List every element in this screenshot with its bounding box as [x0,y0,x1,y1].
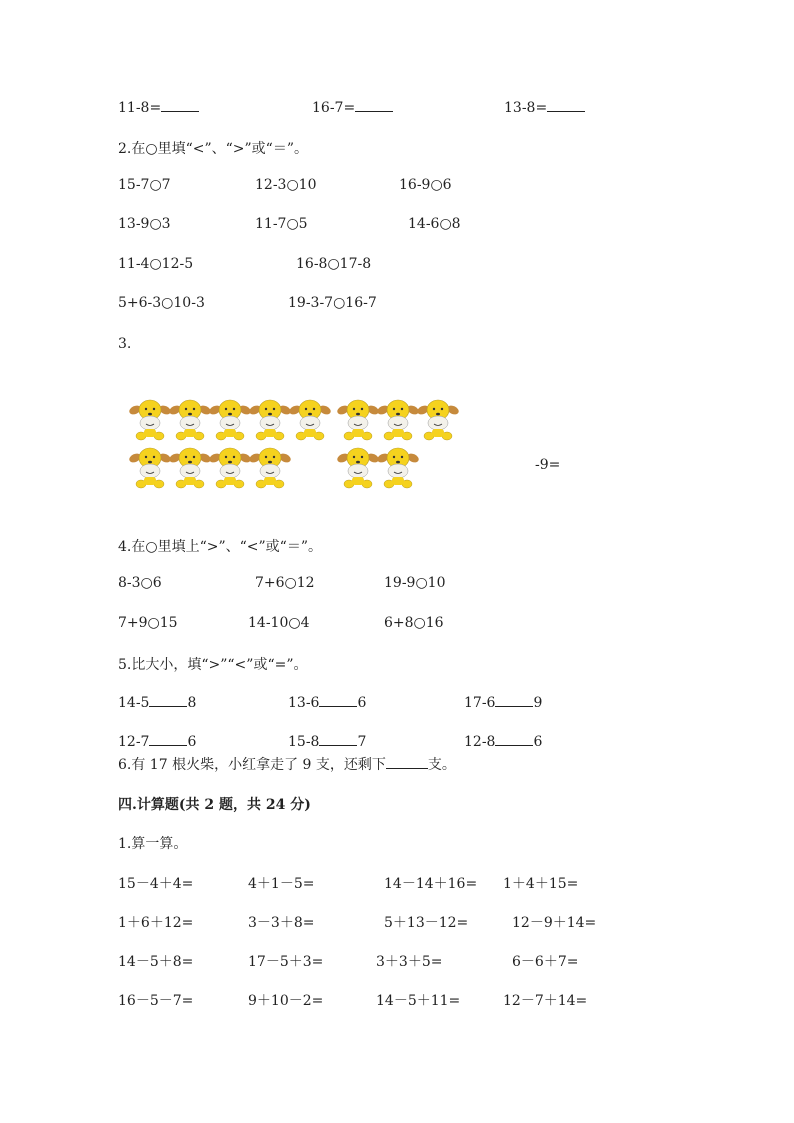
dog-icon [336,398,380,442]
q4-item: 7+9○15 [118,615,178,631]
answer-blank[interactable] [161,99,199,112]
dog-icon [208,446,252,490]
q5-item: 13-6 6 [288,695,367,711]
calc-item: 4＋1－5= [248,876,315,892]
q5-item: 15-8 7 [288,734,367,750]
dog-icon [288,398,332,442]
problem-13-8: 13-8= [504,99,585,116]
answer-blank[interactable] [319,694,357,707]
dog-icon [248,446,292,490]
q2-item: 16-8○17-8 [296,256,372,272]
q4-title: 4.在○里填上“>”、“<”或“＝”。 [118,539,322,555]
q2-item: 5+6-3○10-3 [118,295,205,311]
dog-icon [376,446,420,490]
q4-item: 6+8○16 [384,615,444,631]
calc-item: 3＋3＋5= [376,954,443,970]
q4-item: 7+6○12 [255,575,315,591]
calc-title: 1.算一算。 [118,836,188,852]
answer-blank[interactable] [386,756,428,769]
q3-title: 3. [118,336,132,352]
q3-expression: -9= [535,457,561,473]
dog-icon [336,446,380,490]
dog-icon [248,398,292,442]
q5-item: 12-7 6 [118,734,197,750]
problem-11-8: 11-8= [118,99,199,116]
answer-blank[interactable] [149,733,187,746]
q2-title: 2.在○里填“<”、“>”或“＝”。 [118,141,308,157]
calc-item: 3－3＋8= [248,915,315,931]
calc-item: 14－5＋11= [376,993,461,1009]
dog-icon [128,398,172,442]
problem-16-7: 16-7= [312,99,393,116]
q6-text: 6.有 17 根火柴，小红拿走了 9 支，还剩下 支。 [118,757,456,773]
q5-item: 12-8 6 [464,734,543,750]
calc-item: 15－4＋4= [118,876,194,892]
q2-item: 14-6○8 [408,216,461,232]
answer-blank[interactable] [495,694,533,707]
calc-item: 14－5＋8= [118,954,194,970]
dog-icon [168,446,212,490]
q4-item: 14-10○4 [248,615,310,631]
calc-item: 1＋4＋15= [503,876,579,892]
answer-blank[interactable] [547,99,585,112]
calc-item: 6－6＋7= [512,954,579,970]
q2-item: 15-7○7 [118,177,171,193]
q4-item: 8-3○6 [118,575,162,591]
answer-blank[interactable] [355,99,393,112]
calc-item: 17－5＋3= [248,954,324,970]
calc-item: 9＋10－2= [248,993,324,1009]
q2-item: 13-9○3 [118,216,171,232]
calc-item: 12－7＋14= [503,993,588,1009]
dog-icon [168,398,212,442]
q2-item: 11-4○12-5 [118,256,194,272]
calc-item: 16－5－7= [118,993,194,1009]
q2-item: 16-9○6 [399,177,452,193]
dog-icon [416,398,460,442]
answer-blank[interactable] [319,733,357,746]
dog-icon [208,398,252,442]
q4-item: 19-9○10 [384,575,446,591]
section-title: 四.计算题(共 2 题，共 24 分) [118,797,311,813]
q5-item: 14-5 8 [118,695,197,711]
calc-item: 5＋13－12= [384,915,469,931]
calc-item: 1＋6＋12= [118,915,194,931]
answer-blank[interactable] [495,733,533,746]
answer-blank[interactable] [149,694,187,707]
q2-item: 12-3○10 [255,177,317,193]
dog-icon [376,398,420,442]
q5-title: 5.比大小，填“>”“<”或“=”。 [118,657,308,673]
q5-item: 17-6 9 [464,695,543,711]
q2-item: 11-7○5 [255,216,308,232]
q2-item: 19-3-7○16-7 [288,295,377,311]
calc-item: 14－14＋16= [384,876,478,892]
dog-icon [128,446,172,490]
calc-item: 12－9＋14= [512,915,597,931]
